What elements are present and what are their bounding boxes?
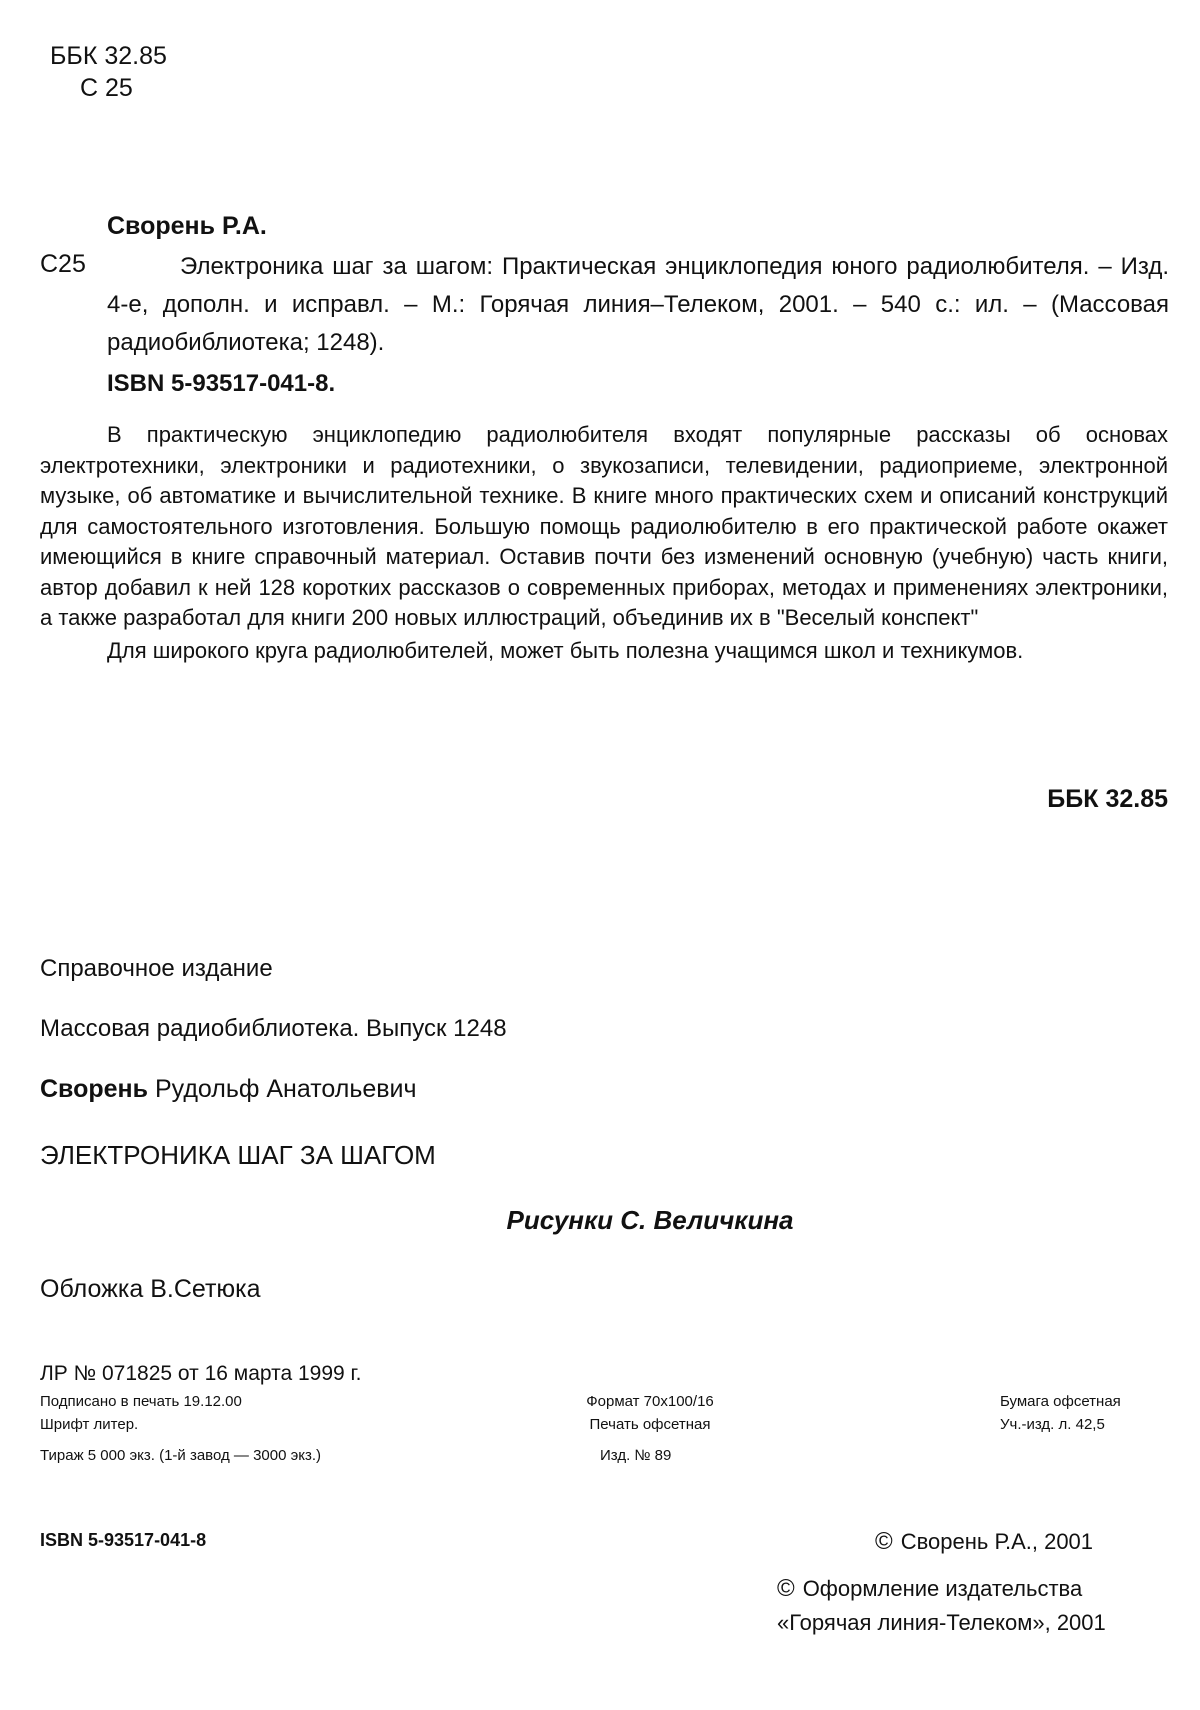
copyright-design-line-2: «Горячая линия-Телеком», 2001 (777, 1610, 1106, 1635)
production-col-3 (1000, 1390, 1121, 1436)
footer-isbn: ISBN 5-93517-041-8 (40, 1530, 207, 1550)
cover-credit: Обложка В.Сетюка (40, 1275, 261, 1303)
edition-number: Изд. № 89 (600, 1447, 672, 1464)
copyright-icon: © (875, 1528, 893, 1555)
paper-info: Бумага офсетная (1000, 1393, 1121, 1410)
illustrations-credit-text: Рисунки С. Величкина (506, 1205, 794, 1235)
bib-description (107, 248, 1169, 362)
copyright-author-text: Сворень Р.А., 2001 (900, 1529, 1094, 1554)
series-line: Массовая радиобиблиотека. Выпуск 1248 (40, 1015, 507, 1042)
author-full-name (40, 1075, 417, 1104)
production-col-1 (40, 1390, 242, 1436)
bib-isbn: ISBN 5-93517-041-8. (107, 370, 336, 397)
copyright-design-line-1: Оформление издательства (802, 1576, 1083, 1601)
abstract-paragraph-1: В практическую энциклопедию радиолюбителя входят популярные рассказы об основах электротехники, электроники и радиотехники, о звукозаписи, телевидении, радиоприеме, электронной музыке, об автоматике и вычислительной технике. В книге много практических схем и описаний конструкций для самостоятельного изготовления. Большую помощь радиолюбителю в его практической работе окажет имеющийся в книге справочный материал. Оставив почти без изменений основную (учебную) часть книги, автор добавил к ней 128 коротких рассказов о современных приборах, методах и применениях электроники, а также разработал для книги 200 новых иллюстраций, объединив их в "Веселый конспект" (40, 422, 1168, 630)
bib-classmark: С25 (40, 250, 86, 278)
illustrations-credit (0, 1205, 1200, 1236)
abstract-paragraph-2: Для широкого круга радиолюбителей, может быть полезна учащимся школ и техникумов. (107, 637, 1024, 663)
production-col-2 (555, 1390, 745, 1436)
bbk-code-top (50, 40, 167, 104)
bib-author: Сворень Р.А. (107, 212, 267, 240)
printing-info: Печать офсетная (589, 1416, 711, 1433)
bib-description-text: Электроника шаг за шагом: Практическая энциклопедия юного радиолюбителя. – Изд. 4-е, дополн. и исправл. – М.: Горячая линия–Телеком, 2001. – 540 с.: ил. – (Массовая радиобиблиотека; 1248). (107, 253, 1169, 356)
copyright-icon: © (777, 1575, 795, 1602)
sheets-info: Уч.-изд. л. 42,5 (1000, 1416, 1105, 1433)
book-title: ЭЛЕКТРОНИКА ШАГ ЗА ШАГОМ (40, 1140, 436, 1170)
copyright-author (875, 1528, 1093, 1556)
bbk-code-right: ББК 32.85 (1047, 785, 1168, 813)
signed-date: Подписано в печать 19.12.00 (40, 1393, 242, 1410)
abstract (40, 420, 1168, 666)
author-sign: С 25 (80, 74, 133, 102)
font-info: Шрифт литер. (40, 1416, 139, 1433)
license-line: ЛР № 071825 от 16 марта 1999 г. (40, 1362, 362, 1385)
bbk-index: ББК 32.85 (50, 42, 167, 70)
copyright-design (777, 1572, 1106, 1640)
author-given-name: Рудольф Анатольевич (154, 1075, 417, 1103)
format-info: Формат 70х100/16 (586, 1393, 714, 1410)
circulation-info: Тираж 5 000 экз. (1-й завод — 3000 экз.) (40, 1447, 322, 1464)
author-surname: Сворень (40, 1075, 149, 1103)
edition-type: Справочное издание (40, 955, 273, 982)
